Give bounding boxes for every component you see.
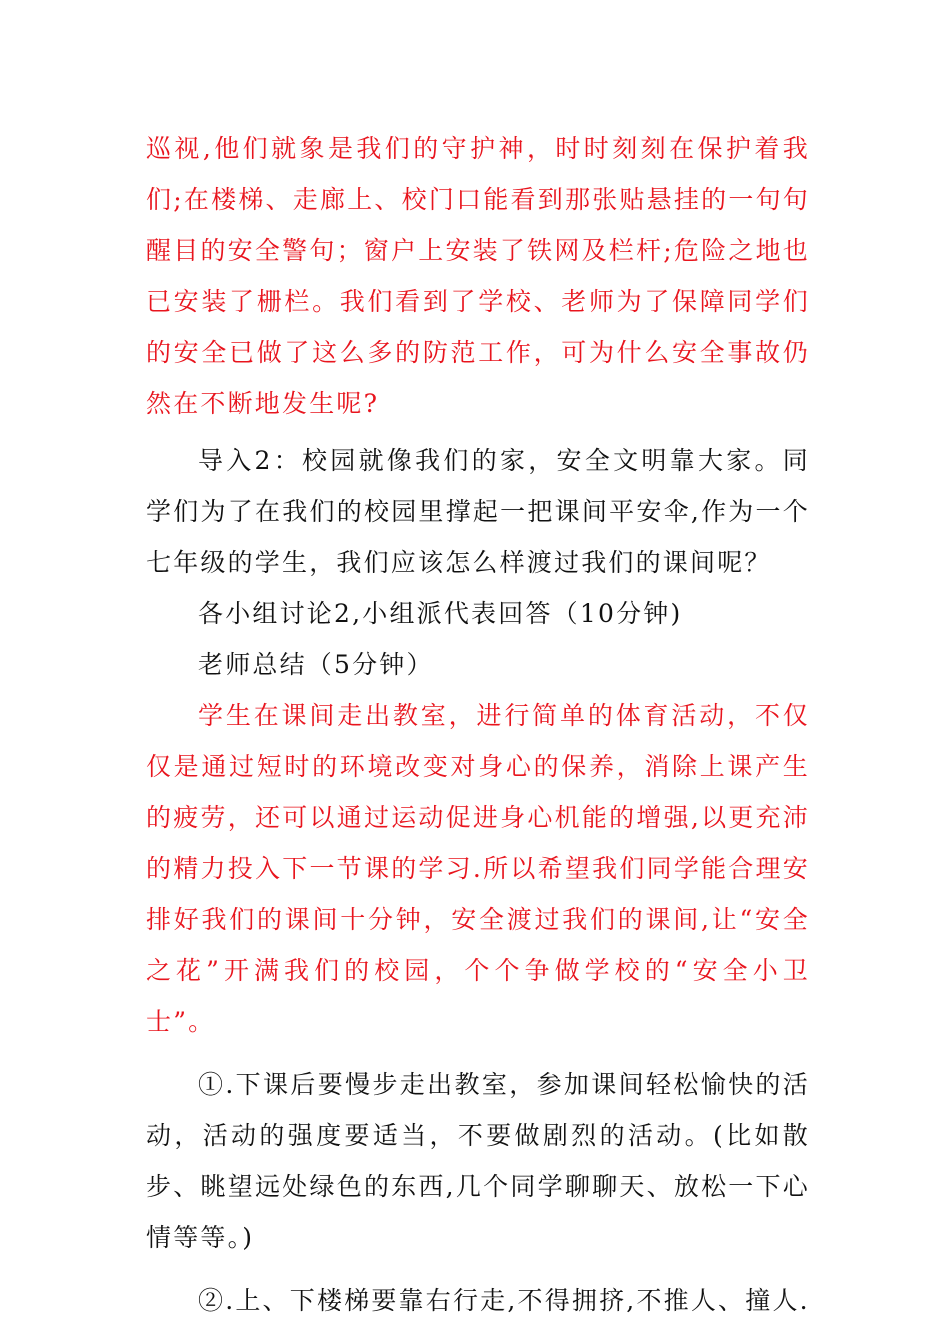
paragraph-group-discussion: 各小组讨论2,小组派代表回答（10分钟) [198, 599, 683, 628]
paragraph-summary-content: 学生在课间走出教室，进行简单的体育活动，不仅仅是通过短时的环境改变对身心的保养，消除上课产生的疲劳，还可以通过运动促进身心机能的增强,以更充沛的精力投入下一节课的学习.所以希望我们同学能合理安排好我们的课间十分钟，安全渡过我们的课间,让“安全之花”开满我们的校园，个个争做学校的“安全小卫士”。 [146, 701, 810, 1036]
paragraph-rule-2: ②.上、下楼梯要靠右行走,不得拥挤,不推人、撞人. [198, 1286, 810, 1315]
paragraph-campus-safety-measures: 巡视,他们就象是我们的守护神，时时刻刻在保护着我们;在楼梯、走廊上、校门口能看到那张贴悬挂的一句句醒目的安全警句；窗户上安装了铁网及栏杆;危险之地也已安装了栅栏。我们看到了学校、老师为了保障同学们的安全已做了这么多的防范工作，可为什么安全事故仍然在不断地发生呢? [146, 134, 810, 418]
paragraph-teacher-summary: 老师总结（5分钟） [198, 650, 434, 679]
paragraph-intro-2: 导入2：校园就像我们的家，安全文明靠大家。同学们为了在我们的校园里撑起一把课间平安伞,作为一个七年级的学生，我们应该怎么样渡过我们的课间呢？ [146, 446, 810, 577]
paragraph-rule-1: ①.下课后要慢步走出教室，参加课间轻松愉快的活动，活动的强度要适当，不要做剧烈的活动。(比如散步、眺望远处绿色的东西,几个同学聊聊天、放松一下心情等等。) [146, 1070, 810, 1252]
document-body [146, 123, 810, 1326]
